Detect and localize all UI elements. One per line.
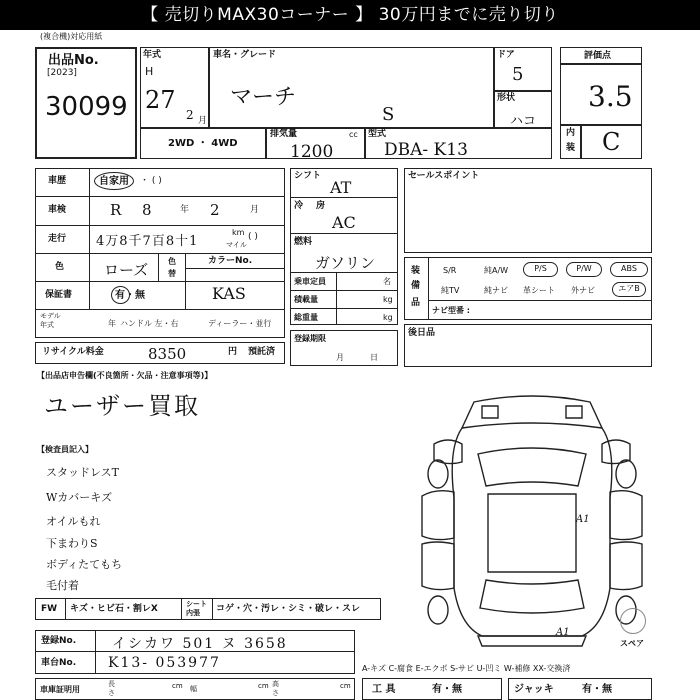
damage-mark: A1: [556, 627, 570, 638]
inspector-note: Wカバーキズ: [46, 491, 113, 504]
recycle-unit: 円: [228, 347, 238, 357]
weight-label: 総重量: [294, 313, 318, 322]
fw-damage: キズ・ヒビ石・割レX: [70, 604, 158, 614]
grade-score: 3.5: [588, 80, 633, 113]
recycle-deposit: 預託済: [248, 347, 276, 357]
seat-label-1: シート: [186, 600, 207, 608]
interior-label-2: 装: [566, 143, 576, 153]
top-note: (複合機)対応用紙: [40, 32, 103, 41]
garage-cert-label: 車庫証明用: [40, 685, 80, 694]
history-value: 自家用: [99, 176, 129, 187]
recycle-label: リサイクル料金: [42, 347, 104, 357]
navi-model-label: ナビ型番 :: [432, 306, 470, 315]
equipment-label-1: 装: [411, 266, 421, 276]
equip-navi: 純ナビ: [484, 286, 508, 295]
interior-grade: C: [602, 128, 621, 156]
mileage-value: 4万8千7百8十1: [96, 234, 199, 249]
cert-unit-3: cm: [340, 682, 351, 690]
registration-value: イシカワ 501 ヌ 3658: [112, 636, 288, 652]
capacity-unit: 名: [383, 277, 391, 286]
cert-height-2: さ: [272, 689, 279, 697]
registration-period-unit: 月日: [336, 353, 404, 362]
mileage-bracket: ( ): [248, 232, 258, 242]
era-month-unit: 月: [198, 116, 208, 126]
mileage-unit-mile: マイル: [226, 241, 247, 249]
capacity-label: 乗車定員: [294, 277, 326, 286]
repaint-label-1: 色: [168, 257, 176, 266]
displacement-label: 排気量: [270, 129, 298, 139]
cert-unit-1: cm: [172, 682, 183, 690]
seat-label-2: 内張: [186, 609, 200, 617]
model-grade: S: [382, 104, 395, 125]
sales-point-label: セールスポイント: [408, 171, 480, 181]
recycle-value: 8350: [148, 345, 187, 363]
inspection-label: 車検: [48, 205, 67, 215]
model-year-unit: 年: [108, 319, 116, 328]
shift-value: AT: [330, 178, 352, 197]
lot-number: 30099: [45, 92, 128, 122]
chassis-value: K13- 053977: [108, 655, 221, 671]
interior-label-1: 内: [566, 128, 576, 138]
equip-abs: ABS: [610, 262, 648, 277]
inspection-era: R: [110, 201, 122, 219]
doors-value: 5: [512, 64, 524, 85]
model-label: 車名・グレード: [213, 50, 277, 60]
warranty-value: 有・無: [115, 290, 145, 301]
equip-alloy: 純A/W: [484, 266, 509, 275]
inspector-note: 毛付着: [46, 579, 79, 592]
inspector-note: スタッドレスT: [46, 466, 120, 479]
repaint-label-2: 替: [168, 269, 176, 278]
cert-length-2: さ: [108, 689, 115, 697]
shape-label: 形状: [497, 93, 516, 103]
dealer-type: ディーラー・並行: [208, 319, 272, 328]
inspector-label: 【検査員記入】: [37, 445, 93, 454]
equip-tv: 純TV: [441, 286, 460, 295]
model-name: マーチ: [230, 85, 297, 110]
era-month: 2: [186, 108, 194, 122]
inspection-year-unit: 年: [180, 205, 190, 215]
tools-value: 有・無: [432, 684, 462, 695]
equip-pw: P/W: [566, 262, 602, 277]
era-label: 年式: [143, 50, 162, 60]
inspector-note: オイルもれ: [46, 515, 101, 528]
weight-unit: kg: [383, 313, 393, 322]
history-rest: ・ ( ): [140, 176, 162, 186]
equip-sr: S/R: [443, 266, 457, 275]
fw-label: FW: [41, 604, 58, 614]
lot-stamp: [2023]: [47, 68, 77, 78]
color-no-value: KAS: [212, 284, 246, 303]
mileage-label: 走行: [48, 234, 67, 244]
equip-leather: 革シート: [523, 286, 555, 295]
cert-length-1: 長: [108, 680, 115, 688]
aircon-label-2: 房: [316, 201, 326, 211]
cert-width: 幅: [190, 685, 197, 693]
inspection-month-unit: 月: [250, 205, 260, 215]
chassis-label: 車台No.: [41, 658, 77, 668]
inspection-year: 8: [142, 201, 152, 219]
fuel-label: 燃料: [294, 237, 313, 247]
history-circle: [94, 172, 134, 190]
doors-label: ドア: [497, 50, 515, 60]
model-year-label-1: モデル: [40, 312, 61, 320]
jack-label: ジャッキ: [514, 684, 554, 695]
inspection-month: 2: [210, 201, 220, 219]
equipment-label-3: 品: [411, 298, 421, 308]
cert-unit-2: cm: [258, 682, 269, 690]
displacement-value: 1200: [290, 142, 334, 162]
load-label: 積載量: [294, 295, 318, 304]
warranty-circle: [111, 286, 130, 304]
car-body-diagram: [412, 388, 652, 653]
era-letter: H: [145, 65, 154, 78]
cert-height-1: 高: [272, 680, 279, 688]
tools-label: 工 具: [372, 684, 396, 695]
equip-ps: P/S: [523, 262, 558, 277]
lot-label: 出品No.: [48, 53, 99, 68]
seller-notes-label: 【出品店申告欄(不良箇所・欠品・注意事項等)】: [37, 371, 213, 380]
aircon-value: AC: [332, 213, 356, 232]
grade-label: 評価点: [584, 51, 612, 61]
color-no-label: カラーNo.: [208, 256, 253, 266]
equipment-label-2: 備: [411, 281, 421, 291]
registration-label: 登録No.: [41, 636, 77, 646]
drive-type: 2WD ・ 4WD: [168, 138, 238, 149]
fuel-value: ガソリン: [315, 254, 376, 272]
jack-value: 有・無: [582, 684, 612, 695]
registration-period-label: 登録期限: [294, 334, 326, 343]
damage-mark: A1: [576, 514, 590, 525]
model-year-label-2: 年式: [40, 321, 54, 329]
color-label: 色: [55, 262, 65, 272]
spare-tire-icon: [620, 608, 646, 634]
shift-label: シフト: [294, 171, 322, 181]
shape-value: ハコ: [510, 114, 537, 129]
handle-side: ハンドル 左・右: [120, 319, 179, 328]
seat-damage: コゲ・穴・汚レ・シミ・破レ・スレ: [216, 604, 361, 614]
seller-notes-text: ユーザー買取: [44, 392, 200, 420]
type-value: DBA- K13: [384, 140, 468, 160]
type-label: 型式: [368, 129, 387, 139]
equip-ext-navi: 外ナビ: [571, 286, 595, 295]
damage-legend: A-キズ C-腐食 E-エクボ S-サビ U-凹ミ W-補修 XX-交換済: [362, 664, 571, 673]
warranty-label: 保証書: [45, 290, 73, 300]
equip-airbag: エアB: [612, 282, 646, 297]
remarks-box: [404, 324, 652, 367]
inspector-note: 下まわりS: [46, 537, 98, 550]
spare-label: スペア: [620, 639, 644, 648]
displacement-unit: cc: [349, 130, 358, 139]
remarks-label: 後日品: [408, 328, 436, 338]
aircon-label-1: 冷: [294, 201, 304, 211]
era-year: 27: [145, 86, 176, 114]
history-label: 車歴: [48, 176, 67, 186]
color-value: ローズ: [104, 261, 149, 279]
banner: 【 売切りMAX30コーナー 】 30万円までに売り切り: [0, 0, 700, 30]
inspector-note: ボディたてもち: [46, 558, 123, 571]
mileage-unit-km: km: [232, 228, 245, 237]
load-unit: kg: [383, 295, 393, 304]
